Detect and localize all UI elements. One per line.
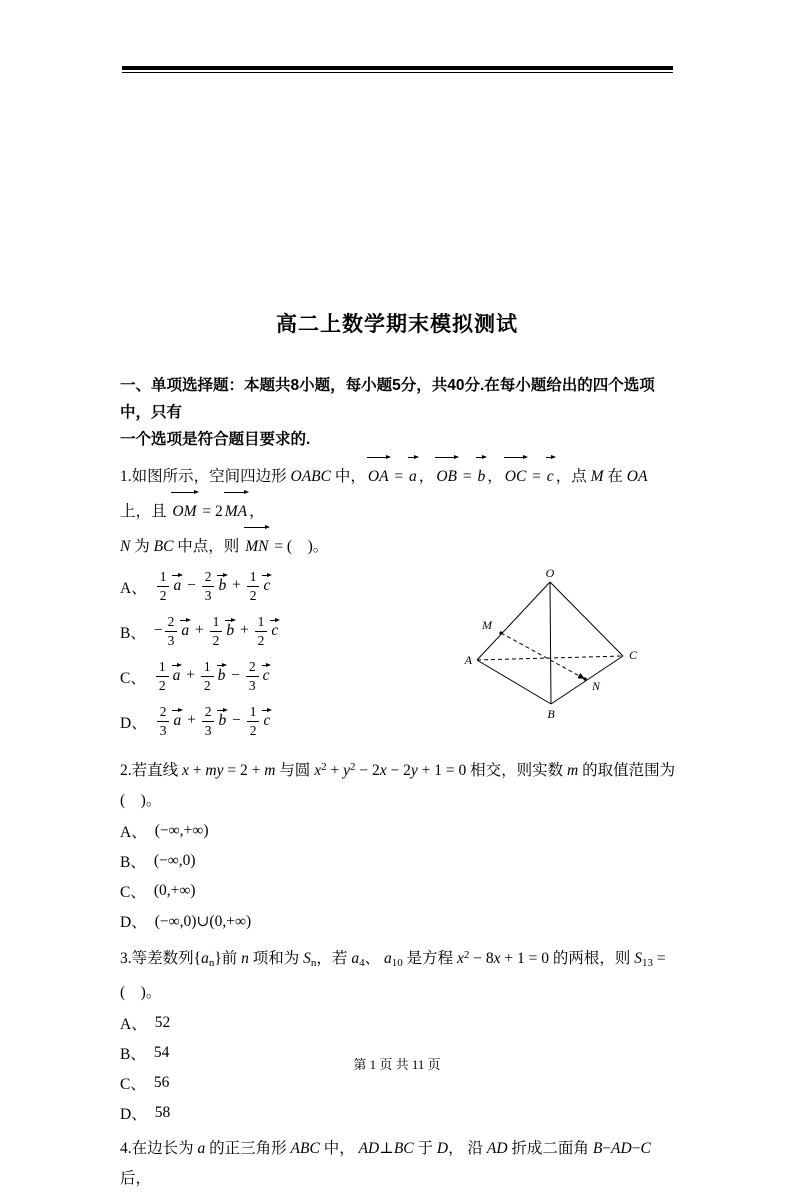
edge-ob <box>550 582 551 704</box>
edge-ab <box>477 660 551 704</box>
question-1-options-block <box>120 564 680 744</box>
question-3-option-d <box>120 1098 680 1128</box>
option-value: (−∞,+∞) <box>154 822 209 839</box>
option-label: A、 <box>120 579 147 597</box>
header-rule-thick <box>122 66 673 70</box>
section-instructions-line2: 一个选项是符合题目要求的. <box>120 431 311 448</box>
edge-ac-dashed <box>477 656 623 660</box>
option-math: − $\frac{2}{3}$ a + $\frac{1}{2}$ b + $\frac{1}{2}$ c <box>153 614 279 648</box>
edge-oc <box>550 582 623 656</box>
option-value: (−∞,0) <box>153 852 196 869</box>
question-1-stem-line2: N 为 BC 中点，则 MN = ( )。 <box>120 538 328 555</box>
label-n: N <box>592 679 601 693</box>
label-a: A <box>464 653 472 667</box>
question-2-option-b <box>120 846 680 876</box>
option-label: C、 <box>120 1076 146 1093</box>
option-label: C、 <box>120 669 146 687</box>
page-title: 高二上数学期末模拟测试 <box>276 313 518 336</box>
label-m: M <box>482 618 492 632</box>
option-value: 54 <box>153 1044 170 1061</box>
option-value: (0,+∞) <box>153 882 196 899</box>
point-m <box>499 631 502 634</box>
label-o: O <box>545 566 555 580</box>
option-value: 52 <box>154 1014 171 1031</box>
option-math: $\frac{2}{3}$ a + $\frac{2}{3}$ b − $\frac{1}{2}$ c <box>155 704 273 738</box>
option-label: C、 <box>120 884 146 901</box>
option-label: B、 <box>120 854 146 871</box>
question-3-stem: 3.等差数列$\{a_n\}$前 n 项和为 $S_n$，若 $a_4$、 $a_{10}$ 是方程 $x^2 - 8x + 1 = 0$ 的两根，则 $S_{13}$ = ( )。 <box>120 949 666 1001</box>
option-math: $\frac{1}{2}$ a − $\frac{2}{3}$ b + $\frac{1}{2}$ c <box>155 569 273 603</box>
segment-mn-dashed <box>501 633 585 679</box>
option-label: D、 <box>120 1106 147 1123</box>
option-value: 58 <box>154 1104 171 1121</box>
label-b: B <box>547 707 555 721</box>
question-2-stem: 2.若直线 x + my = 2 + m 与圆 $x^2 + y^2 - 2x - 2y + 1 = 0$ 相交，则实数 m 的取值范围为( )。 <box>120 761 676 809</box>
question-2-options-block <box>120 816 680 936</box>
option-value: (−∞,0)∪(0,+∞) <box>154 912 252 930</box>
header-rule-thin <box>122 72 673 73</box>
option-label: B、 <box>120 624 146 642</box>
question-3-option-a <box>120 1008 680 1038</box>
point-n <box>583 677 586 680</box>
option-label: A、 <box>120 1016 147 1033</box>
label-c: C <box>629 648 638 662</box>
option-label: D、 <box>120 914 147 931</box>
option-label: D、 <box>120 714 147 732</box>
option-label: A、 <box>120 824 147 841</box>
section-instructions <box>120 372 680 453</box>
question-2-option-c <box>120 876 680 906</box>
question-1-stem <box>120 459 680 564</box>
question-2-option-d <box>120 906 680 936</box>
option-label: B、 <box>120 1046 146 1063</box>
question-2-option-a <box>120 816 680 846</box>
section-instructions-line1: 一、单项选择题：本题共8小题，每小题5分，共40分.在每小题给出的四个选项中，只有 <box>120 377 655 421</box>
question-1-stem-line1: 1.如图所示，空间四边形 OABC 中， OA = a ， OB = b ， OC = c ，点 M 在 OA 上，且 OM = 2 MA ， <box>120 468 647 520</box>
option-value: 56 <box>153 1074 170 1091</box>
question-4-stem: 4.在边长为 a 的正三角形 ABC 中， AD⊥BC 于 D， 沿 AD 折成二面角 B−AD−C 后， <box>120 1140 651 1187</box>
edge-bc <box>551 656 623 704</box>
option-math: $\frac{1}{2}$ a + $\frac{1}{2}$ b − $\frac{2}{3}$ c <box>154 659 272 693</box>
header-rule <box>122 66 673 73</box>
tetrahedron-figure <box>465 566 645 724</box>
page-footer: 第 1 页 共 11 页 <box>353 1057 441 1072</box>
